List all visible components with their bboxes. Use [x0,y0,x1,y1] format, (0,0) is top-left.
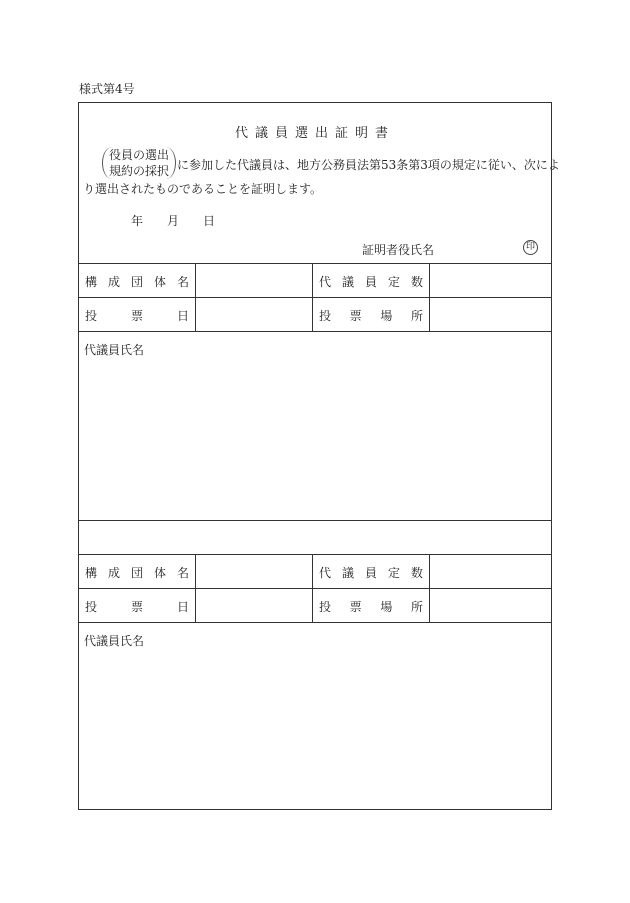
statement-line-1: に参加した代議員は、地方公務員法第53条第3項の規定に従い、次によ [177,158,560,172]
section1-delegate-names[interactable] [79,331,551,521]
document-title: 代議員選出証明書 [234,126,395,141]
delegate-count-label: 代 議 員 定 数 [319,565,423,580]
vote-place-field[interactable] [435,589,545,623]
section2-row-vote [79,588,551,623]
certifier-label: 証明者役氏名 [362,243,435,257]
vote-date-field[interactable] [201,589,311,623]
org-name-label: 構 成 団 体 名 [85,565,189,580]
delegate-count-field[interactable] [435,264,545,298]
option-officer-election: 役員の選出 [108,148,169,162]
bracket-options [102,147,176,179]
section2-row-org [79,554,551,589]
org-name-field[interactable] [201,264,311,298]
vote-date-field[interactable] [201,298,311,332]
form-number: 様式第4号 [79,82,135,96]
vote-date-label: 投 票 日 [85,308,189,323]
date-day-label: 日 [203,214,216,228]
date-year-label: 年 [131,214,144,228]
date-month-label: 月 [167,214,180,228]
delegate-names-label: 代議員氏名 [84,634,145,648]
delegate-count-field[interactable] [435,555,545,589]
section1-row-org [79,263,551,298]
vote-place-field[interactable] [435,298,545,332]
seal-mark: 印 [523,240,538,255]
section-separator [79,520,551,555]
delegate-count-label: 代 議 員 定 数 [319,274,423,289]
section1-row-vote [79,297,551,332]
section2-delegate-names[interactable] [79,622,551,810]
statement-line-2: り選出されたものであることを証明します。 [83,182,323,196]
vote-place-label: 投 票 場 所 [319,599,423,614]
delegate-names-label: 代議員氏名 [84,343,145,357]
vote-date-label: 投 票 日 [85,599,189,614]
certificate-frame [78,102,560,810]
org-name-label: 構 成 団 体 名 [85,274,189,289]
vote-place-label: 投 票 場 所 [319,308,423,323]
org-name-field[interactable] [201,555,311,589]
option-bylaw-adoption: 規約の採択 [108,164,169,178]
